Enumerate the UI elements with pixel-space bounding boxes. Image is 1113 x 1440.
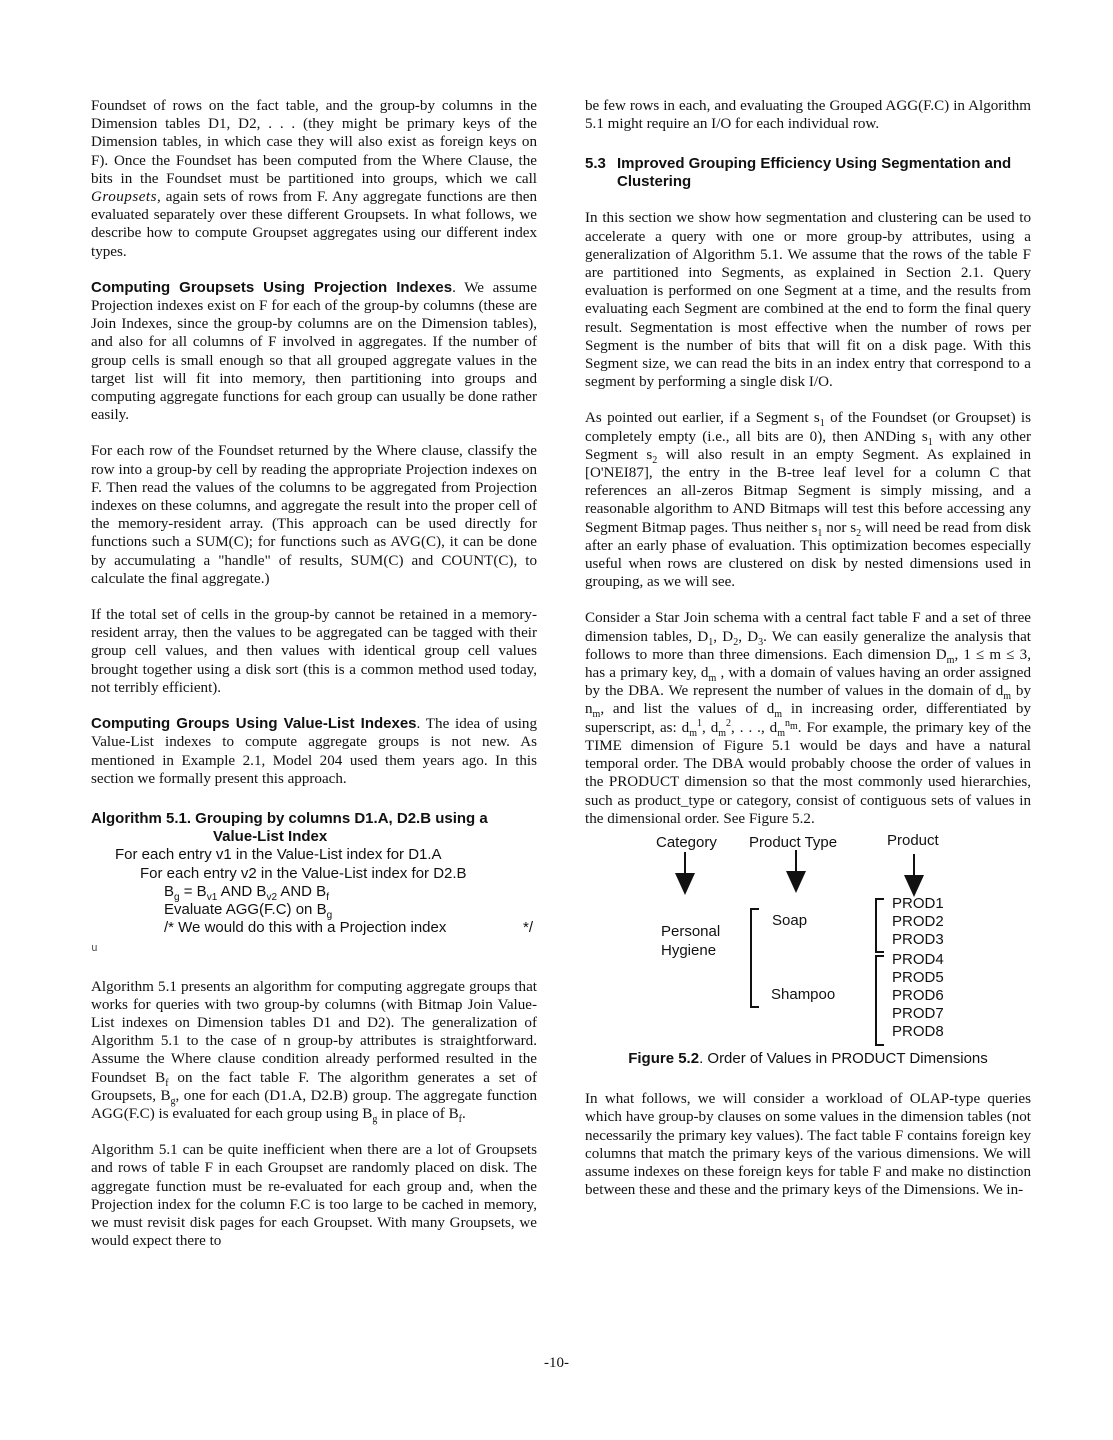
subscript: f xyxy=(458,1113,462,1125)
subscript: 3 xyxy=(758,636,764,648)
section-heading-5-3 xyxy=(585,155,1031,191)
text: Algorithm 5.1 presents an algorithm for computing aggregate groups that works for queries with two group-by columns (with Bitmap Join Value-List indexes on Dimension tables D1 and D2). The generalization of Algorithm 5.1 to the case of n group-by attributes is straightforward. Assume the Where clause condition already performed resulted in the Foundset B xyxy=(91,978,537,1086)
text: , again sets of rows from F. Any aggregate functions are then evaluated separately over these different Groupsets. In what follows, we describe how to compute Groupset aggregates using our different index types. xyxy=(91,189,537,260)
paragraph-value-list-indexes xyxy=(91,715,537,788)
subscript: m xyxy=(946,654,955,666)
algorithm-line-evaluate xyxy=(91,901,537,919)
figure-caption-text: . Order of Values in PRODUCT Dimensions xyxy=(699,1049,988,1067)
algorithm-line-bitmap-and xyxy=(91,883,537,901)
paragraph-continuation: be few rows in each, and evaluating the Grouped AGG(F.C) in Algorithm 5.1 might require an I/O for each individual row. xyxy=(585,98,1031,133)
arrow-down-icon xyxy=(903,854,925,898)
product-type-bracket xyxy=(750,908,759,1008)
superscript: 2 xyxy=(726,717,732,729)
paragraph-algorithm-inefficiency: Algorithm 5.1 can be quite inefficient when there are a lot of Groupsets and rows of table F in each Groupset are randomly placed on disk. The aggregate function must be re-evaluated for each group and, when the Projection index for the column F.C is too large to be cached in memory, we must revisit disk pages for each Groupset. With many Groupsets, we would expect there to xyxy=(91,1142,537,1250)
text: . We can easily generalize the analysis that follows to more than three dimensions. Each dimension D xyxy=(585,628,1032,663)
text: , d xyxy=(701,719,719,736)
text: . xyxy=(462,1105,466,1122)
text: As pointed out earlier, if a Segment s xyxy=(585,410,820,427)
text: , with a domain of values having an order assigned by the DBA. We represent the number of values in the domain of d xyxy=(585,665,1031,700)
text: n xyxy=(784,717,790,729)
soap-products-bracket xyxy=(875,898,884,953)
right-column xyxy=(585,97,1031,1217)
figure-product-item: PROD4 xyxy=(892,950,944,968)
figure-product-type-soap: Soap xyxy=(772,911,808,929)
figure-category-line1: Personal xyxy=(661,922,721,940)
subscript: m xyxy=(689,727,697,739)
superscript xyxy=(784,717,798,732)
superscript: 1 xyxy=(696,717,702,729)
text: B xyxy=(164,882,175,900)
text: , D xyxy=(713,628,734,645)
subscript: 2 xyxy=(652,454,658,466)
text: of the Foundset (or Groupset) is completely empty (i.e., all bits are 0), then ANDing s xyxy=(585,410,1031,445)
subscript: f xyxy=(326,891,329,903)
paragraph-olap-workload: In what follows, we will consider a workload of OLAP-type queries which have group-by clauses on some values in the dimension tables (not necessarily the primary key values). The fact table F contains foreign key columns that match the primary keys of the various dimensions. We will assume indexes on these foreign keys for table F and make no distinction between these and these and the primary keys of the Dimensions. We in- xyxy=(585,1091,1031,1199)
subscript: g xyxy=(170,1095,176,1107)
figure-product-item: PROD7 xyxy=(892,1004,944,1022)
arrow-down-icon xyxy=(674,852,696,896)
paragraph-foundset-groups xyxy=(91,97,537,261)
figure-caption xyxy=(585,1050,1031,1068)
subscript: m xyxy=(708,673,717,685)
figure-product-item: PROD5 xyxy=(892,968,944,986)
text: = B xyxy=(179,882,207,900)
subscript: g xyxy=(372,1113,378,1125)
left-column xyxy=(91,97,537,1268)
subscript: m xyxy=(789,720,798,732)
subscript: 1 xyxy=(817,527,823,539)
text: Evaluate AGG(F.C) on B xyxy=(164,900,327,918)
algorithm-line-inner-loop: For each entry v2 in the Value-List index for D2.B xyxy=(140,864,467,882)
subscript: 2 xyxy=(856,527,862,539)
algorithm-end-mark: u xyxy=(91,941,98,955)
comment-end: */ xyxy=(522,919,533,937)
figure-product-item: PROD3 xyxy=(892,930,944,948)
algorithm-title-line2: Value-List Index xyxy=(213,828,328,846)
figure-5-2-product-hierarchy xyxy=(585,832,1031,1044)
subscript: f xyxy=(165,1077,169,1089)
figure-product-type-shampoo: Shampoo xyxy=(771,985,836,1003)
text: , and list the values of d xyxy=(600,701,775,718)
text: , one for each (D1.A, D2.B) group. The aggregate function AGG(F.C) is evaluated for each group using B xyxy=(91,1087,537,1122)
shampoo-products-bracket xyxy=(875,955,884,1046)
text: , D xyxy=(738,628,759,645)
text: AND B xyxy=(217,882,267,900)
text: on the fact table F. The algorithm generates a set of Groupsets, B xyxy=(91,1069,537,1104)
algorithm-title-line1: Algorithm 5.1. Grouping by columns D1.A, D2.B using a xyxy=(91,809,488,827)
subscript: 1 xyxy=(708,636,714,648)
paragraph-foundset-rows: For each row of the Foundset returned by the Where clause, classify the row into a group-by cell by reading the appropriate Projection indexes on F. Then read the values of the columns to be aggregated from Projection indexes on these columns, and aggregate the result into the proper cell of the memory-resident array. (This approach can be used directly for functions such a SUM(C); for functions such as AVG(C), it can be done by accumulating a "handle" of results, SUM(C) and COUNT(C), to calculate the final aggregate.) xyxy=(91,443,537,587)
text: . We assume Projection indexes exist on F for each of the group-by columns (these are Join Indexes, since the group-by columns are on the Dimension tables), and also for all columns of F involved in aggregates. If the number of group cells is small enough so that all grouped aggregate values in the target list will fit into memory, then partitioning into groups and computing aggregate functions for each group can usually be done rather easily. xyxy=(91,279,537,424)
page-number: -10- xyxy=(544,1355,569,1371)
paragraph-disk-sort: If the total set of cells in the group-by cannot be retained in a memory-resident array, then the values to be aggregated can be tagged with their group cell values, and then values with identical group cell values brought together using a disk sort (this is a common method used today, not terribly efficient). xyxy=(91,607,537,696)
paragraph-empty-segments xyxy=(585,409,1031,591)
algorithm-line-comment xyxy=(91,919,537,937)
text: Consider a Star Join schema with a central fact table F and a set of three dimension tables, D xyxy=(585,610,1031,645)
text: , . . ., d xyxy=(731,719,778,736)
figure-header-product-type: Product Type xyxy=(749,833,838,851)
paragraph-segmentation: In this section we show how segmentation and clustering can be used to accelerate a query with one or more group-by attributes, using a generalization of Algorithm 5.1. We assume that the rows of the table F are partitioned into Segments, as explained in Section 2.1. Query evaluation is performed on one Segment at a time, and the results from evaluating each Segment are combined at the end to form the final query result. Segmentation is most effective when the number of rows per Segment is the number of bits that will fit on a disk page. With this Segment size, we can read the bits in an index entry that correspond to a segment by performing a single disk I/O. xyxy=(585,210,1031,391)
runin-heading-projection: Computing Groupsets Using Projection Indexes xyxy=(91,278,453,296)
groupsets-term: Groupsets xyxy=(91,189,157,206)
subscript: 1 xyxy=(819,418,825,430)
subscript: 2 xyxy=(733,636,739,648)
paragraph-projection-indexes xyxy=(91,279,537,425)
subscript: g xyxy=(174,891,180,903)
text: with any other Segment s xyxy=(585,428,1032,463)
text: . The idea of using Value-List indexes to compute aggregate groups is not new. As mentioned in Example 2.1, Model 204 used them years ago. In this section we formally present this approach. xyxy=(91,716,537,787)
subscript: m xyxy=(718,727,727,739)
subscript: m xyxy=(777,727,785,739)
section-number: 5.3 xyxy=(585,155,606,173)
figure-product-item: PROD8 xyxy=(892,1022,944,1040)
text: nor s xyxy=(822,519,857,536)
subscript: m xyxy=(774,709,783,721)
subscript: m xyxy=(1003,691,1012,703)
text: by n xyxy=(585,683,1031,718)
paragraph-star-join xyxy=(585,609,1031,827)
text: , 1 ≤ m ≤ 3, has a primary key, d xyxy=(585,646,1031,682)
text: in place of B xyxy=(377,1105,459,1122)
text: AND B xyxy=(277,882,327,900)
figure-product-item: PROD2 xyxy=(892,912,944,930)
comment-text: /* We would do this with a Projection index xyxy=(164,919,447,937)
figure-category-line2: Hygiene xyxy=(661,941,717,959)
subscript: m xyxy=(592,709,601,721)
text: will need be read from disk after an early phase of evaluation. This optimization becomes especially useful when rows are clustered on disk by nested dimensions used in grouping, as we will see. xyxy=(585,519,1031,591)
runin-heading-value-list: Computing Groups Using Value-List Indexes xyxy=(91,715,417,733)
paragraph-algorithm-explanation xyxy=(91,978,537,1124)
arrow-down-icon xyxy=(785,850,807,894)
subscript: g xyxy=(326,909,333,921)
algorithm-5-1 xyxy=(91,810,537,958)
figure-header-category: Category xyxy=(656,833,717,851)
section-title: Improved Grouping Efficiency Using Segmentation and Clustering xyxy=(617,155,1012,191)
subscript: v2 xyxy=(266,891,277,903)
text: will also result in an empty Segment. As explained in [O'NEI87], the entry in the B-tree leaf level for a column C that references an all-zeros Bitmap Segment is simply missing, and a reasonable algorithm to AND Bitmaps will test this before accessing any Segment Bitmap pages. Thus neither s xyxy=(585,446,1032,536)
text: in increasing order, differentiated by superscript, as: d xyxy=(585,701,1031,736)
figure-caption-label: Figure 5.2 xyxy=(628,1049,700,1067)
figure-header-product: Product xyxy=(887,831,939,849)
subscript: v1 xyxy=(206,891,218,903)
algorithm-line-outer-loop: For each entry v1 in the Value-List index for D1.A xyxy=(115,846,442,864)
text: Foundset of rows on the fact table, and the group-by columns in the Dimension tables D1, D2, . . . (they might be primary keys of the Dimension tables, in which case they will also exist as foreign keys on F). Once the Foundset has been computed from the Where Clause, the bits in the Foundset must be partitioned into groups, which we call xyxy=(91,98,537,187)
figure-product-item: PROD6 xyxy=(892,986,944,1004)
subscript: 1 xyxy=(927,436,933,448)
text: . For example, the primary key of the TIME dimension of Figure 5.1 would be days and have a natural temporal order. The DBA would probably choose the order of values in the PRODUCT dimension so that the most commonly used hierarchies, such as product_type or category, consist of contiguous sets of values in the dimensional order. See Figure 5.2. xyxy=(585,719,1031,827)
figure-product-item: PROD1 xyxy=(892,894,944,912)
algorithm-title xyxy=(91,810,537,846)
